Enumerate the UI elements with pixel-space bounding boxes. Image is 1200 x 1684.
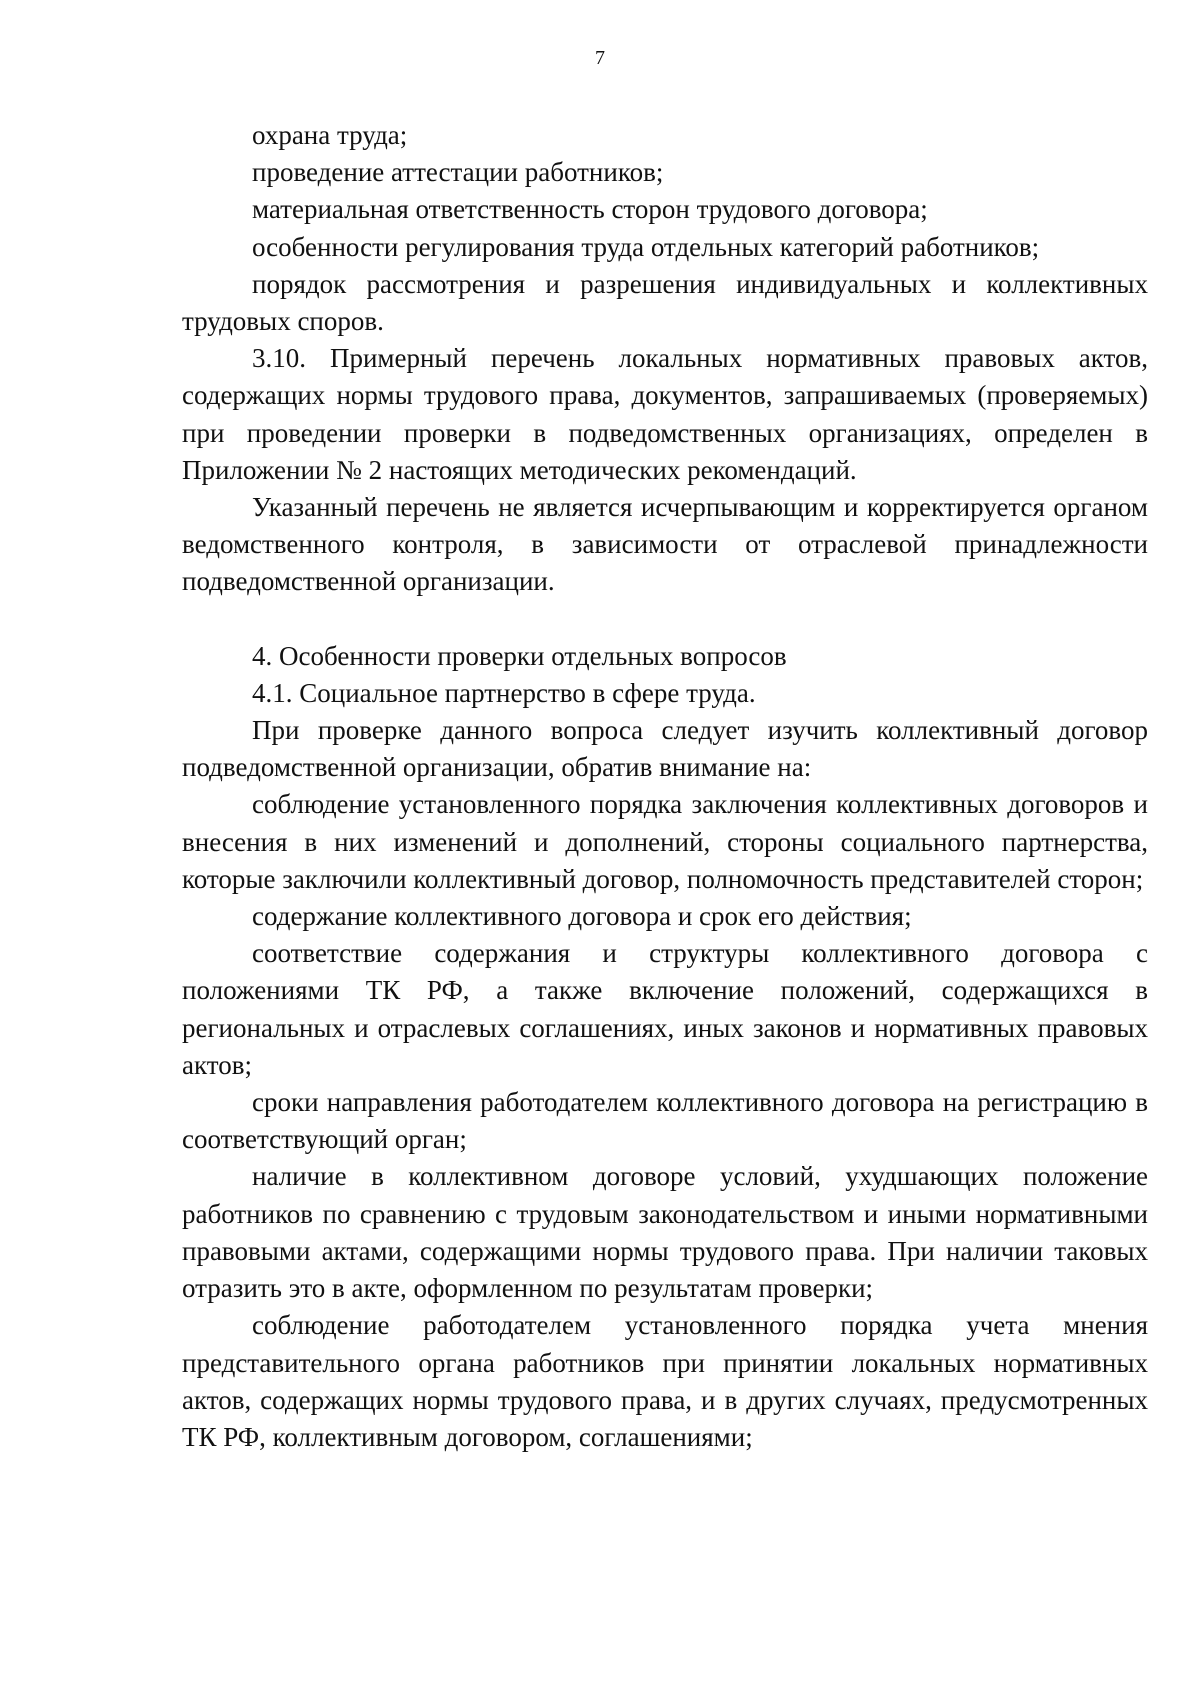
document-body (182, 117, 1148, 1456)
list-item-employee-opinion: соблюдение работодателем установленного порядка учета мнения представительного органа работников при принятии локальных нормативных актов, содержащих нормы трудового права, и в других случаях, предусмотренных ТК РФ, коллективным договором, соглашениями; (182, 1310, 1148, 1452)
page-number: 7 (595, 47, 605, 69)
list-item-attestation: проведение аттестации работников; (252, 157, 664, 188)
list-item-labor-regulation-features: особенности регулирования труда отдельных категорий работников; (252, 231, 1040, 262)
list-item-agreement-content: содержание коллективного договора и срок его действия; (252, 901, 912, 932)
section-subheading: 4.1. Социальное партнерство в сфере труда. (252, 677, 756, 708)
section-heading: 4. Особенности проверки отдельных вопросов (252, 640, 787, 671)
list-item-labor-protection: охрана труда; (252, 120, 408, 150)
paragraph-intro: При проверке данного вопроса следует изучить коллективный договор подведомственной организации, обратив внимание на: (182, 715, 1148, 783)
list-item-labor-disputes: порядок рассмотрения и разрешения индивидуальных и коллективных трудовых споров. (182, 268, 1148, 337)
list-item-worsening-conditions: наличие в коллективном договоре условий, ухудшающих положение работников по сравнению с трудовым законодательством и иными нормативными правовыми актами, содержащими нормы трудового права. При наличии таковых отразить это в акте, оформленном по результатам проверки; (182, 1161, 1148, 1304)
paragraph-3-10: 3.10. Примерный перечень локальных нормативных правовых актов, содержащих нормы трудового права, документов, запрашиваемых (проверяемых) при проведении проверки в подведомственных организациях, определен в Приложении № 2 настоящих методических рекомендаций. (182, 343, 1148, 485)
list-item-registration-deadlines: сроки направления работодателем коллективного договора на регистрацию в соответствующий орган; (182, 1087, 1148, 1155)
paragraph-list-not-exhaustive: Указанный перечень не является исчерпывающим и корректируется органом ведомственного контроля, в зависимости от отраслевой принадлежности подведомственной организации. (182, 492, 1148, 597)
list-item-conclusion-procedure: соблюдение установленного порядка заключения коллективных договоров и внесения в них изменений и дополнений, стороны социального партнерства, которые заключили коллективный договор, полномочность представителей сторон; (182, 789, 1148, 894)
section-spacer (182, 601, 1148, 638)
list-item-compliance: соответствие содержания и структуры коллективного договора с положениями ТК РФ, а также включение положений, содержащихся в региональных и отраслевых соглашениях, иных законов и нормативных правовых актов; (182, 938, 1148, 1080)
list-item-material-liability: материальная ответственность сторон трудового договора; (252, 194, 928, 225)
